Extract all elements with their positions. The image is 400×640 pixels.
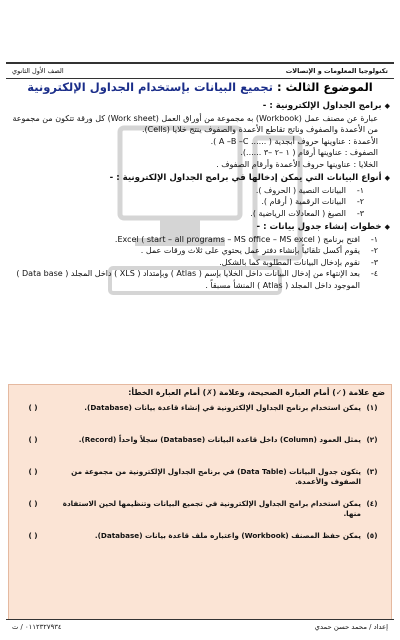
subject-label: تكنولوجيا المعلومات و الإتصالات <box>285 67 388 75</box>
topic-text: تجميع البيانات بإستخدام الجداول الإلكترونية <box>27 80 273 94</box>
exercise-item: (٢) يمثل العمود (Column) داخل قاعدة البيانات (Database) سجلاً واحداً (Record). ( ) <box>13 435 383 465</box>
lesson-content <box>10 98 390 291</box>
rows-definition: الصفوف : عناوينها أرقام ( ١ –٢ –٣ ......). <box>240 148 378 157</box>
answer-blank[interactable]: ( ) <box>28 467 38 477</box>
list-item: ١- البيانات النصية ( الحروف ). <box>255 185 364 195</box>
list-item: ٣- الصيغ ( المعادلات الرياضية ). <box>250 208 364 218</box>
paragraph: عبارة عن مصنف عمل (Workbook) به مجموعة من أوراق العمل (Work sheet) كل ورقة تتكون من مجموعة من الأعمدة والصفوف وناتج تقاطع الأعمدة والصفوف ينتج خلايا (Cells). <box>12 113 378 134</box>
section-title: أنواع البيانات التي يمكن إدخالها في برامج الجداول الإلكترونية : <box>116 173 382 183</box>
list-item: ١- افتح برنامج Excel ( start – all programs – MS office – MS excel ). <box>114 234 378 244</box>
exercise-item: (٥) يمكن حفظ المصنف (Workbook) واعتباره ملف قاعدة بيانات (Database). ( ) <box>13 531 383 561</box>
section-heading <box>10 222 390 234</box>
topic-label: الموضوع الثالث : <box>277 80 373 94</box>
section-heading <box>10 101 390 113</box>
diamond-bullet-icon: ◆ <box>384 174 390 182</box>
cells-definition: الخلايا : عناوينها حروف الأعمدة وأرقام الصفوف . <box>216 159 378 169</box>
exercise-item: (١) يمكن استخدام برنامج الجداول الإلكترونية في إنشاء قاعدة بيانات (Database). ( ) <box>13 403 383 433</box>
page-header <box>6 62 394 79</box>
section-title: خطوات إنشاء جدول بيانات : <box>263 222 382 232</box>
diamond-bullet-icon: ◆ <box>384 102 390 110</box>
diamond-bullet-icon: ◆ <box>384 223 390 231</box>
topic-title <box>10 80 390 94</box>
author-credit: إعداد / محمد حسن حمدي <box>314 623 388 631</box>
exercise-item: (٤) يمكن استخدام برامج الجداول الإلكترونية في تجميع البيانات وتنظيمها لحين الاستفادة منها. ( ) <box>13 499 383 529</box>
page-footer <box>6 619 394 634</box>
list-item: ٢- البيانات الرقمية ( أرقام ). <box>261 197 364 206</box>
true-false-exercise <box>8 384 392 620</box>
answer-blank[interactable]: ( ) <box>28 531 38 541</box>
section-heading <box>10 173 390 185</box>
grade-label: الصف الأول الثانوي <box>12 67 64 75</box>
section-dash: - <box>256 222 261 232</box>
list-item: ٣- نقوم بإدخال البيانات المطلوبة كما بالشكل. <box>219 257 378 267</box>
exercise-item: (٣) يتكون جدول البيانات (Data Table) في برنامج الجداول الإلكترونية من مجموعة من الصفوف والأعمدة. ( ) <box>13 467 383 497</box>
answer-blank[interactable]: ( ) <box>28 435 38 445</box>
list-item: ٢- يقوم أكسل تلقائياً بإنشاء دفتر عمل يحتوي على ثلاث ورقات عمل . <box>140 246 378 255</box>
phone-number: ٠١١٢٣٢٧٩٣٤ / ت <box>12 623 62 631</box>
list-item: ٤- بعد الإنتهاء من إدخال البيانات داخل الخلايا بإسم ( Atlas ) وبإمتداد ( XLS ) داخل المجلد ( Data base ) الموجود داخل المجلد ( Atlas ) المنشأ مسبقاً . <box>16 269 378 290</box>
section-title: برامج الجداول الإلكترونية : <box>269 101 382 111</box>
columns-definition: الأعمدة : عناوينها حروف أبجدية ( ...... A –B –C ). <box>210 136 378 146</box>
answer-blank[interactable]: ( ) <box>28 403 38 413</box>
section-dash: - <box>262 101 267 111</box>
exercise-instruction: ضع علامة (✓) أمام العبارة الصحيحة، وعلامة (✗) أمام العبارة الخطأ: <box>128 388 385 397</box>
section-dash: - <box>109 173 114 183</box>
answer-blank[interactable]: ( ) <box>28 499 38 509</box>
